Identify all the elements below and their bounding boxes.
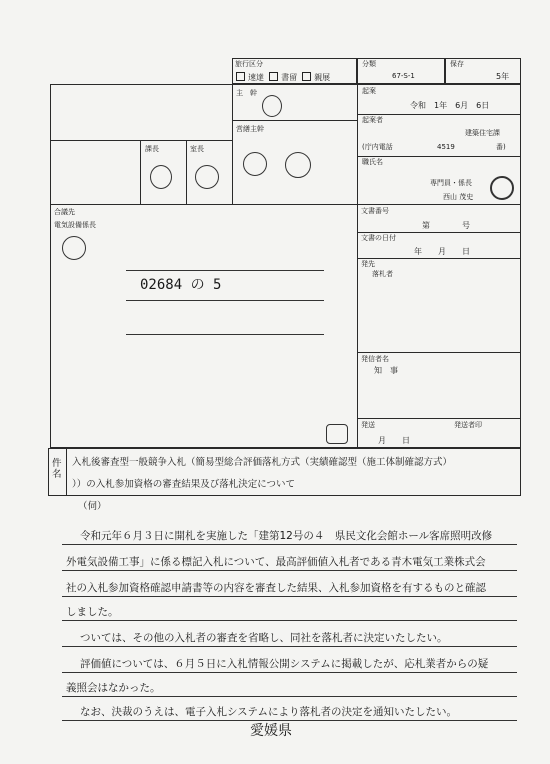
doc-date-label: 文書の日付 (361, 234, 396, 242)
retention-label: 保存 (450, 60, 464, 68)
check-options (236, 72, 330, 82)
position-value: 専門員・係長 (430, 179, 472, 187)
checkbox-express[interactable] (236, 72, 245, 81)
class-label: 分類 (362, 60, 376, 68)
handwritten-number: 02684 の 5 (140, 277, 222, 293)
body-line-6: 評価値については、６月５日に入札情報公開システムに掲載したが、応札業者からの疑 (80, 658, 489, 670)
asst-seal-2-icon (285, 152, 311, 178)
option-express: 速達 (248, 73, 264, 82)
footer-issuer: 愛媛県 (250, 723, 292, 739)
phone-value: 4519 (437, 143, 455, 151)
consult-seal-icon (62, 236, 86, 260)
body-line-3: 社の入札参加資格確認申請書等の内容を審査した結果、入札参加資格を有するものと確認 (66, 582, 486, 594)
body-line-5: ついては、その他の入札者の審査を省略し、同社を落札者に決定いたしたい。 (80, 632, 448, 644)
sender-value: 知 事 (374, 366, 398, 375)
asst-seal-1-icon (243, 152, 267, 176)
send-date: 月 日 (378, 436, 410, 445)
main-approver-label: 主 幹 (236, 89, 257, 97)
origin-label: 起案 (362, 87, 376, 95)
checkbox-registered[interactable] (269, 72, 278, 81)
section-chief-seal-icon (150, 165, 172, 189)
sender-person-label: 発送者印 (454, 421, 482, 429)
doc-date-value: 年 月 日 (414, 247, 470, 256)
drafter-label: 起案者 (362, 116, 383, 124)
option-confidential: 親展 (314, 73, 331, 82)
sender-label: 発信者名 (361, 355, 389, 363)
form-frame (50, 84, 521, 448)
class-value: 67-S-1 (392, 72, 415, 80)
section-chief-label: 課長 (145, 145, 159, 153)
phone-label: (庁内電話 (362, 143, 393, 151)
body-heading: （伺） (78, 501, 107, 512)
travel-class-label: 旅行区分 (235, 60, 263, 68)
body-line-7: 義照会はなかった。 (66, 682, 161, 694)
dest-value: 落札者 (372, 270, 393, 278)
origin-date: 令和 1年 6月 6日 (410, 101, 490, 110)
drafter-name: 西山 茂史 (443, 193, 474, 201)
body-line-1: 令和元年６月３日に開札を実施した「建第12号の４ 県民文化会館ホール客席照明改修 (80, 530, 493, 542)
drafter-dept: 建築住宅課 (465, 129, 500, 137)
body-line-8: なお、決裁のうえは、電子入札システムにより落札者の決定を通知いたしたい。 (80, 706, 457, 718)
receipt-seal-icon (326, 424, 348, 444)
drafter-seal-icon (490, 176, 514, 200)
main-approver-seal-icon (262, 95, 282, 117)
doc-no-label: 文書番号 (361, 207, 389, 215)
subject-line-1: 入札後審査型一般競争入札（簡易型総合評価落札方式（実績確認型（施工体制確認方式） (72, 457, 453, 468)
phone-suffix: 番) (496, 143, 506, 151)
doc-no-value: 第 号 (422, 221, 470, 230)
consult-dept: 電気設備係長 (54, 221, 96, 229)
asst-approver-label: 営繕主幹 (236, 125, 264, 133)
subject-label: 件名 (52, 458, 62, 480)
checkbox-confidential[interactable] (302, 72, 311, 81)
retention-value: 5年 (496, 72, 510, 81)
office-chief-label: 室長 (190, 145, 204, 153)
subject-line-2: ））の入札参加資格の審査結果及び落札決定について (72, 479, 296, 490)
consult-label: 合議先 (54, 208, 75, 216)
body-line-2: 外電気設備工事」に係る標記入札について、最高評価値入札者である青木電気工業株式会 (66, 556, 486, 568)
option-registered: 書留 (281, 73, 298, 82)
position-label: 職氏名 (362, 158, 383, 166)
send-label: 発送 (361, 421, 375, 429)
body-line-4: しました。 (66, 606, 119, 618)
office-chief-seal-icon (195, 165, 219, 189)
dest-label: 発先 (361, 260, 375, 268)
